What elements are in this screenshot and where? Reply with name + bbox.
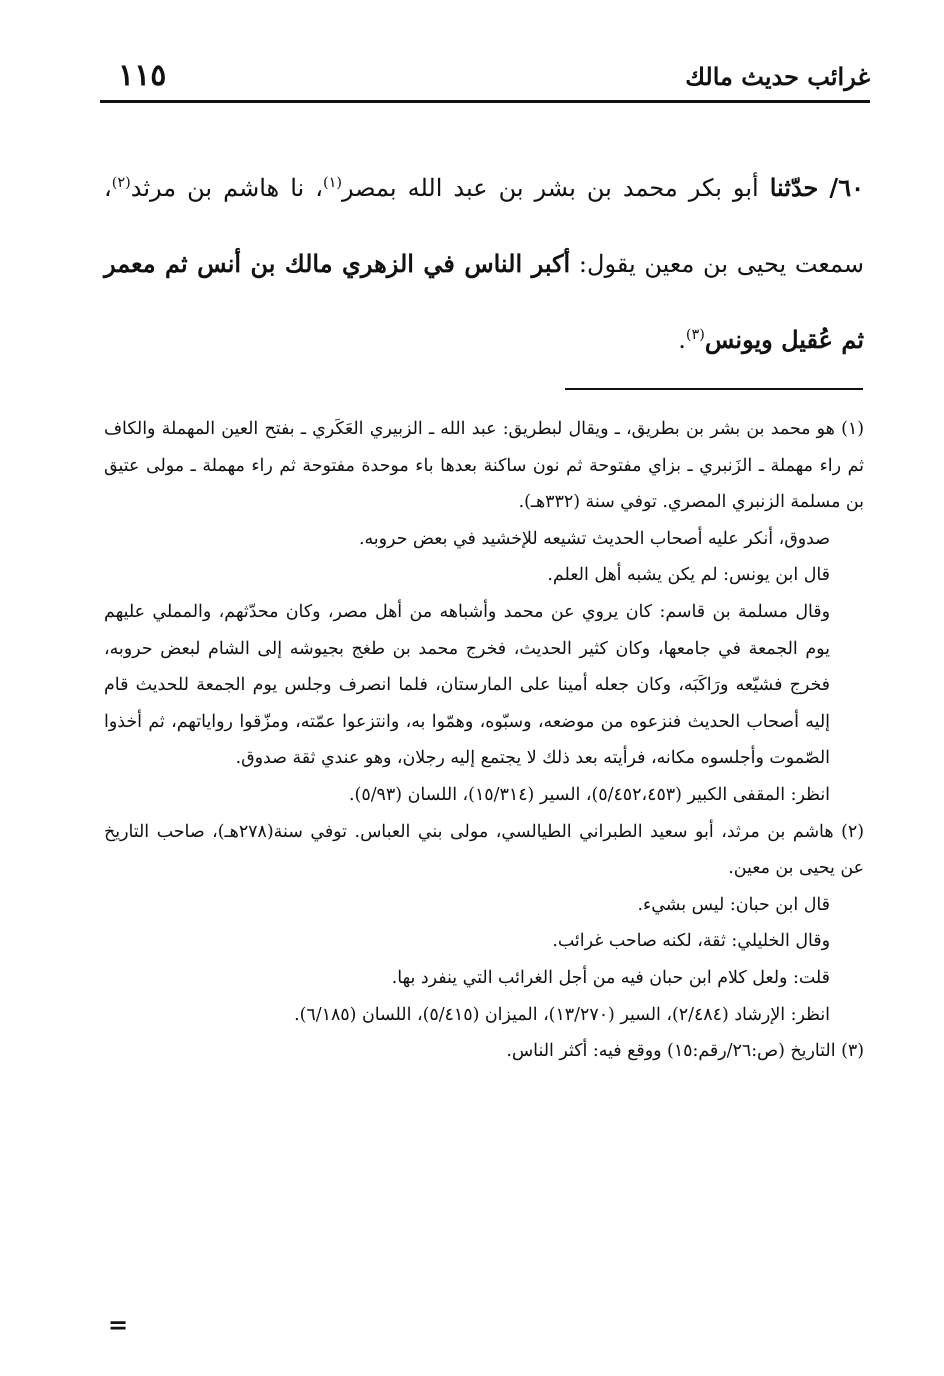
- footnote-separator: [565, 388, 863, 390]
- hadith-end: .: [678, 326, 686, 354]
- haddathana-word: حدّثنا: [769, 173, 819, 202]
- hadith-matn: أكبر الناس في الزهري مالك بن أنس ثم معمر ثم عُقيل ويونس: [104, 249, 864, 354]
- footnote-1-ibn-yunus: قال ابن يونس: لم يكن يشبه أهل العلم.: [547, 565, 830, 586]
- isnad-part-1: أبو بكر محمد بن بشر بن عبد الله بمصر: [341, 174, 759, 202]
- footnote-1: (١) هو محمد بن بشر بن بطريق، ـ ويقال لبطريق: عبد الله ـ الزبيري العَكَري ـ بفتح العين المهملة والكاف ثم راء مهملة ـ الزَنبري ـ بزاي مفتوحة ثم نون ساكنة بعدها باء موحدة مفتوحة ثم راء مهملة ـ مولى عتيق بن مسلمة الزنبري المصري. توفي سنة (٣٣٢هـ).: [104, 419, 864, 513]
- footnote-2-khalili: وقال الخليلي: ثقة، لكنه صاحب غرائب.: [552, 931, 830, 952]
- running-title: غرائب حديث مالك: [685, 62, 870, 91]
- page-header: [100, 58, 870, 98]
- footnote-2: (٢) هاشم بن مرثد، أبو سعيد الطبراني الطيالسي، مولى بني العباس. توفي سنة(٢٧٨هـ)، صاحب التاريخ عن يحيى بن معين.: [104, 821, 864, 879]
- footnote-1-sources: انظر: المقفى الكبير (٥/٤٥٢،٤٥٣)، السير (١٥/٣١٤)، اللسان (٥/٩٣).: [349, 784, 830, 805]
- isnad-part-3: ، سمعت يحيى بن معين يقول:: [104, 174, 864, 278]
- footnote-2-ibn-hibban: قال ابن حبان: ليس بشيء.: [637, 894, 830, 915]
- page-number: ١١٥: [118, 58, 167, 93]
- hadith-number: ٦٠/: [829, 173, 864, 202]
- footnotes: [104, 411, 864, 1070]
- hadith-text: [104, 150, 864, 378]
- footnote-2-sources: انظر: الإرشاد (٢/٤٨٤)، السير (١٣/٢٧٠)، الميزان (٥/٤١٥)، اللسان (٦/١٨٥).: [294, 1004, 830, 1025]
- continuation-mark: =: [108, 1310, 129, 1339]
- footnote-ref-1: (١): [322, 175, 342, 191]
- footnote-3: (٣) التاريخ (ص:٢٦/رقم:١٥) ووقع فيه: أكثر الناس.: [506, 1041, 864, 1062]
- footnote-2-comment: قلت: ولعل كلام ابن حبان فيه من أجل الغرائب التي ينفرد بها.: [391, 967, 830, 988]
- header-rule: [100, 100, 870, 103]
- footnote-ref-2: (٢): [111, 175, 131, 191]
- isnad-part-2: ، نا هاشم بن مرثد: [130, 174, 323, 202]
- footnote-1-grading: صدوق، أنكر عليه أصحاب الحديث تشيعه للإخشيد في بعض حروبه.: [358, 528, 830, 549]
- footnote-1-maslama: وقال مسلمة بن قاسم: كان يروي عن محمد وأشباهه من أهل مصر، وكان محدّثهم، والمملي عليهم يوم الجمعة في جامعها، وكان كثير الحديث، فخرج محمد بن طغج بجيوشه إلى الشام لبعض حروبه، فخرج فشيّعه ورَاكَبَه، وكان جعله أمينا على المارستان، فلما انصرف وجلس يوم الجمعة للحديث قام إليه أصحاب الحديث فنزعوه من موضعه، وسبّوه، وهمّوا به، وانتزعوا عمّته، ومزّقوا رواياتهم، ثم أخذوا الصّموت وأجلسوه مكانه، فرأيته بعد ذلك لا يجتمع إليه رجلان، وهو عندي ثقة صدوق.: [104, 601, 830, 769]
- footnote-ref-3: (٣): [685, 327, 705, 343]
